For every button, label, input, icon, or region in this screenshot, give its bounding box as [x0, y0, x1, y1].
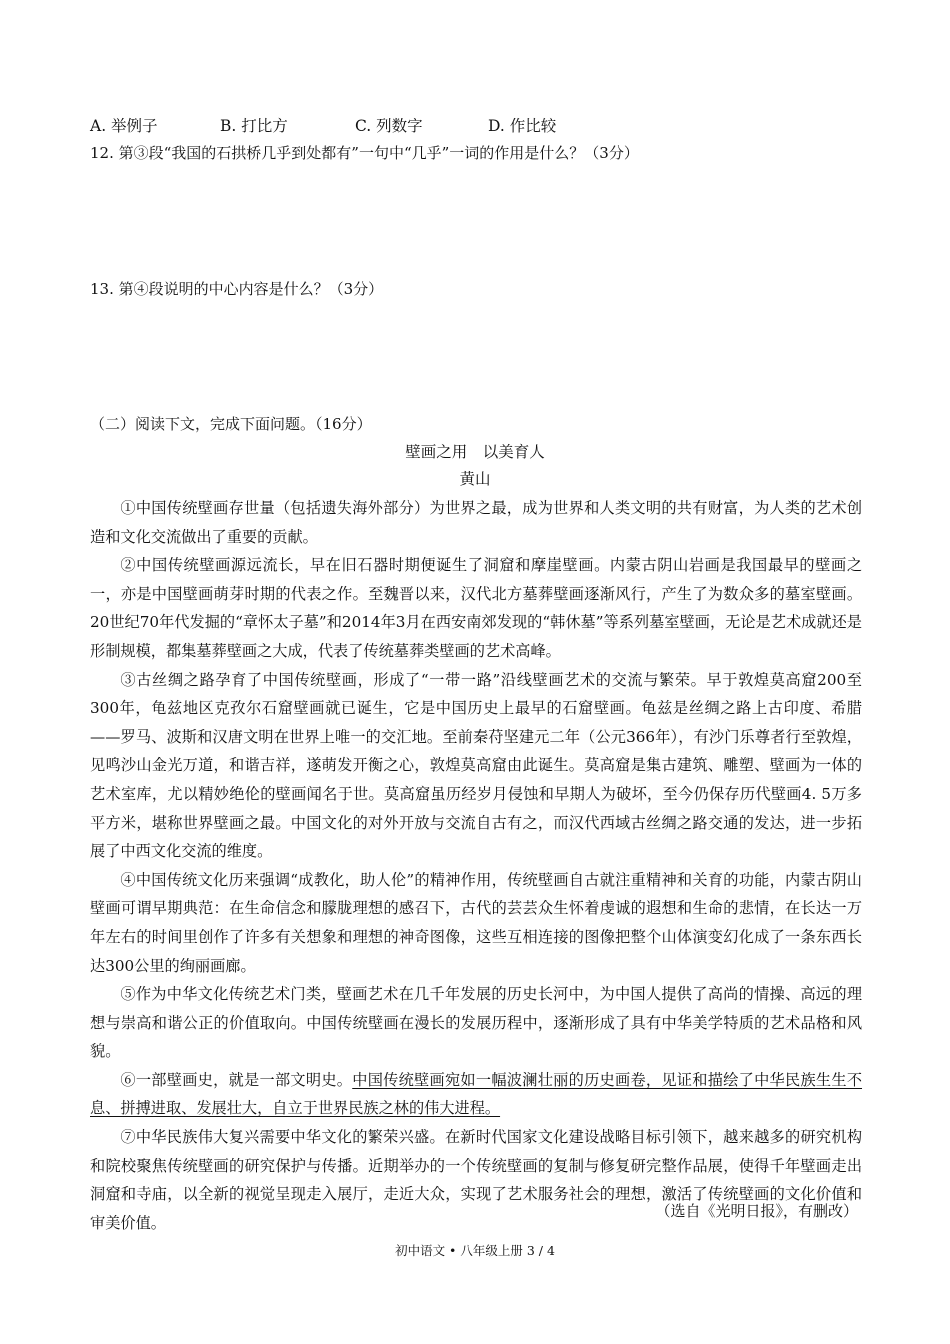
paragraph-3: ③古丝绸之路孕育了中国传统壁画，形成了“一带一路”沿线壁画艺术的交流与繁荣。早于敦煌莫高窟200至300年，龟兹地区克孜尔石窟壁画就已诞生，它是中国历史上最早的石窟壁画。龟兹是丝绸之路上古印度、希腊——罗马、波斯和汉唐文明在世界上唯一的交汇地。至前秦苻坚建元二年（公元366年），有沙门乐尊者行至敦煌，见鸣沙山金光万道，和谐吉祥，遂萌发开衡之心，敦煌莫高窟由此诞生。莫高窟是集古建筑、雕塑、壁画为一体的艺术室库，尤以精妙绝伦的壁画闻名于世。莫高窟虽历经岁月侵蚀和早期人为破坏，至今仍保存历代壁画4. 5万多平方米，堪称世界壁画之最。中国文化的对外开放与交流自古有之，而汉代西域古丝绸之路交通的发达，进一步拓展了中西文化交流的维度。 — [90, 670, 862, 861]
paragraph-2: ②中国传统壁画源远流长，早在旧石器时期便诞生了洞窟和摩崖壁画。内蒙古阴山岩画是我国最早的壁画之一，亦是中国壁画萌芽时期的代表之作。至魏晋以来，汉代北方墓葬壁画逐渐风行，产生了为数众多的墓室壁画。20世纪70年代发掘的“章怀太子墓”和2014年3月在西安南郊发现的“韩休墓”等系列墓室壁画，无论是艺术成就还是形制规模，都集墓葬壁画之大成，代表了传统墓葬类壁画的艺术高峰。 — [90, 556, 862, 660]
option-c: C. 列数字 — [355, 117, 423, 135]
section-heading: （二）阅读下文，完成下面问题。（16分） — [90, 415, 372, 433]
article-author: 黄山 — [459, 470, 491, 488]
question-13: 13. 第④段说明的中心内容是什么？（3分） — [90, 280, 384, 298]
paragraph-6-lead: ⑥一部壁画史，就是一部文明史。 — [120, 1070, 353, 1089]
option-d: D. 作比较 — [488, 117, 557, 135]
paragraph-7: ⑦中华民族伟大复兴需要中华文化的繁荣兴盛。在新时代国家文化建设战略目标引领下，越来越多的研究机构和院校聚焦传统壁画的研究保护与传播。近期举办的一个传统壁画的复制与修复研完整作品展，使得千年壁画走出洞窟和寺庙，以全新的视觉呈现走入展厅，走近大众，实现了艺术服务社会的理想，激活了传统壁画的文化价值和审美价值。 — [90, 1128, 862, 1232]
article-title: 壁画之用 以美育人 — [405, 443, 545, 461]
paragraph-5: ⑤作为中华文化传统艺术门类，壁画艺术在几千年发展的历史长河中，为中国人提供了高尚的情操、高远的理想与崇高和谐公正的价值取向。中国传统壁画在漫长的发展历程中，逐渐形成了具有中华美学特质的艺术品格和风貌。 — [90, 985, 862, 1061]
article-body — [90, 494, 862, 1237]
paragraph-1: ①中国传统壁画存世量（包括遗失海外部分）为世界之最，成为世界和人类文明的共有财富，为人类的艺术创造和文化交流做出了重要的贡献。 — [90, 499, 862, 546]
paragraph-6 — [90, 1066, 862, 1123]
article-source: （选自《光明日报》，有删改） — [655, 1202, 858, 1220]
paragraph-6-underlined: 中国传统壁画宛如一幅波澜壮丽的历史画卷，见证和描绘了中华民族生生不息、拼搏进取、发展壮大，自立于世界民族之林的伟大进程。 — [90, 1070, 863, 1118]
option-a: A. 举例子 — [90, 117, 158, 135]
paragraph-4: ④中国传统文化历来强调“成教化，助人伦”的精神作用，传统壁画自古就注重精神和关育的功能，内蒙古阴山壁画可谓早期典范：在生命信念和朦胧理想的感召下，古代的芸芸众生怀着虔诚的遐想和生命的悲情，在长达一万年左右的时间里创作了许多有关想象和理想的神奇图像，这些互相连接的图像把整个山体演变幻化成了一条东西长达300公里的绚丽画廊。 — [90, 870, 862, 975]
question-12: 12. 第③段“我国的石拱桥几乎到处都有”一句中“几乎”一词的作用是什么？（3分） — [90, 144, 639, 162]
page-footer: 初中语文 • 八年级上册 3 / 4 — [395, 1243, 555, 1258]
option-b: B. 打比方 — [220, 117, 288, 135]
